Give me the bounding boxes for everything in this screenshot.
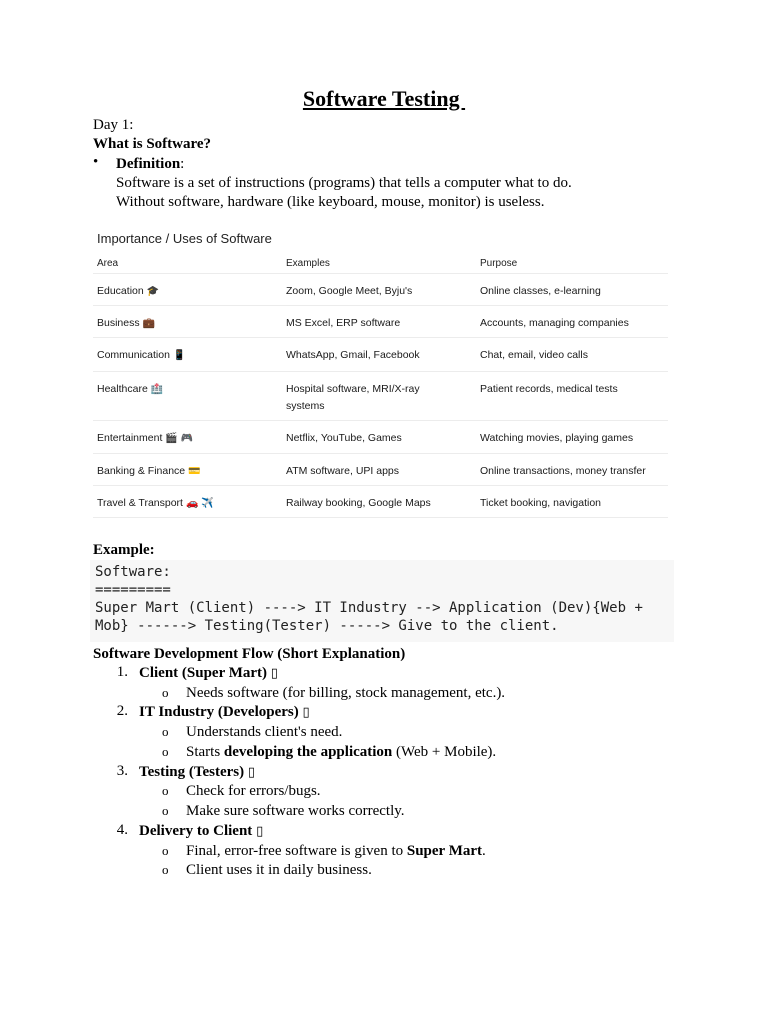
- sub-bullet: o: [162, 685, 169, 700]
- purpose-cell: Chat, email, video calls: [480, 349, 588, 361]
- step-title-text: Delivery to Client: [139, 823, 253, 839]
- page-title: Software Testing: [302, 86, 466, 111]
- step-number: 3.: [116, 763, 128, 779]
- detail-text-end: .: [482, 843, 486, 859]
- area-cell: [97, 315, 282, 332]
- examples-cell: WhatsApp, Gmail, Facebook: [286, 349, 420, 361]
- bullet-dot: •: [93, 154, 99, 170]
- graduation-cap-icon: 🎓: [146, 286, 160, 297]
- detail-text: Starts: [186, 744, 224, 760]
- area-text: Communication: [97, 349, 170, 361]
- step-title-text: Testing (Testers): [139, 764, 245, 780]
- examples-line-1: Hospital software, MRI/X-ray: [286, 383, 420, 395]
- step-title-text: IT Industry (Developers): [139, 704, 299, 720]
- definition-label-line: [116, 155, 184, 174]
- mobile-phone-icon: 📱: [172, 350, 186, 361]
- table-row: [93, 274, 668, 306]
- table-row: [93, 454, 668, 486]
- code-line: Mob} ------> Testing(Tester) -----> Give to the client.: [95, 618, 559, 634]
- area-cell: [97, 347, 282, 364]
- section-heading: What is Software?: [93, 136, 212, 152]
- missing-glyph-icon: ▯: [256, 824, 264, 839]
- area-text: Healthcare: [97, 383, 148, 395]
- code-line: =========: [95, 582, 171, 598]
- area-text: Travel & Transport: [97, 497, 183, 509]
- table-row: [93, 372, 668, 421]
- area-cell: [97, 495, 282, 512]
- step-title: [139, 664, 278, 683]
- table-header-row: [93, 254, 668, 274]
- detail-bold-text: developing the application: [223, 744, 393, 760]
- examples-cell: [286, 381, 471, 415]
- step-detail: Check for errors/bugs.: [186, 783, 321, 799]
- column-header-purpose: Purpose: [480, 258, 518, 269]
- examples-cell: MS Excel, ERP software: [286, 317, 401, 329]
- purpose-cell: Accounts, managing companies: [480, 317, 629, 329]
- detail-bold-text: Super Mart: [406, 843, 483, 859]
- clapper-gamepad-icon: 🎬 🎮: [165, 433, 194, 444]
- examples-cell: Zoom, Google Meet, Byju's: [286, 285, 413, 297]
- definition-colon: :: [180, 156, 185, 172]
- step-title-text: Client (Super Mart): [139, 665, 268, 681]
- code-line: Super Mart (Client) ----> IT Industry --> Application (Dev){Web +: [95, 600, 643, 616]
- area-cell: [97, 283, 282, 300]
- examples-line-2: systems: [286, 400, 325, 412]
- purpose-cell: Ticket booking, navigation: [480, 497, 602, 509]
- table-row: [93, 306, 668, 338]
- table-row: [93, 486, 668, 518]
- area-text: Banking & Finance: [97, 465, 186, 477]
- sub-bullet: o: [162, 744, 169, 759]
- sub-bullet: o: [162, 724, 169, 739]
- detail-text-end: (Web + Mobile).: [392, 744, 497, 760]
- step-number: 4.: [116, 822, 128, 838]
- sub-bullet: o: [162, 862, 169, 877]
- sub-bullet: o: [162, 783, 169, 798]
- credit-card-icon: 💳: [188, 466, 201, 477]
- purpose-cell: Patient records, medical tests: [480, 383, 618, 395]
- missing-glyph-icon: ▯: [270, 666, 278, 681]
- column-header-examples: Examples: [286, 258, 330, 269]
- code-line: Software:: [95, 564, 171, 580]
- detail-text: Final, error-free software is given to: [186, 843, 407, 859]
- area-text: Entertainment: [97, 432, 163, 444]
- table-row: [93, 338, 668, 372]
- table-title: Importance / Uses of Software: [97, 231, 272, 246]
- uses-table: [93, 254, 668, 518]
- code-block: [90, 560, 674, 642]
- column-header-area: Area: [97, 258, 119, 269]
- examples-cell: Railway booking, Google Maps: [286, 497, 431, 509]
- example-label: Example:: [93, 542, 155, 558]
- area-cell: [97, 381, 282, 398]
- area-cell: [97, 430, 282, 447]
- step-title: [139, 703, 310, 722]
- table-row: [93, 421, 668, 454]
- day-label: Day 1:: [93, 117, 134, 133]
- definition-label: Definition: [116, 156, 181, 172]
- step-detail: Client uses it in daily business.: [186, 862, 372, 878]
- purpose-cell: Online transactions, money transfer: [480, 465, 646, 477]
- missing-glyph-icon: ▯: [247, 765, 256, 780]
- briefcase-icon: 💼: [142, 318, 156, 329]
- sub-bullet: o: [162, 843, 169, 858]
- definition-line-2: Without software, hardware (like keyboard, mouse, monitor) is useless.: [116, 194, 545, 210]
- step-detail: [186, 842, 486, 861]
- flow-heading: Software Development Flow (Short Explanation): [93, 646, 406, 662]
- step-number: 2.: [116, 703, 128, 719]
- step-title: [139, 763, 255, 782]
- area-text: Education: [97, 285, 144, 297]
- step-detail: Make sure software works correctly.: [186, 803, 405, 819]
- missing-glyph-icon: ▯: [302, 705, 310, 720]
- definition-line-1: Software is a set of instructions (programs) that tells a computer what to do.: [116, 175, 572, 191]
- step-title: [139, 822, 263, 841]
- examples-cell: Netflix, YouTube, Games: [286, 432, 402, 444]
- purpose-cell: Watching movies, playing games: [480, 432, 634, 444]
- area-text: Business: [97, 317, 140, 329]
- area-cell: [97, 463, 282, 480]
- step-number: 1.: [116, 664, 128, 680]
- sub-bullet: o: [162, 803, 169, 818]
- step-detail: [186, 743, 496, 762]
- purpose-cell: Online classes, e-learning: [480, 285, 601, 297]
- car-airplane-icon: 🚗 ✈️: [185, 498, 214, 509]
- examples-cell: ATM software, UPI apps: [286, 465, 400, 477]
- step-detail: Needs software (for billing, stock management, etc.).: [186, 685, 506, 701]
- step-detail: Understands client's need.: [186, 724, 343, 740]
- hospital-icon: 🏥: [150, 384, 164, 395]
